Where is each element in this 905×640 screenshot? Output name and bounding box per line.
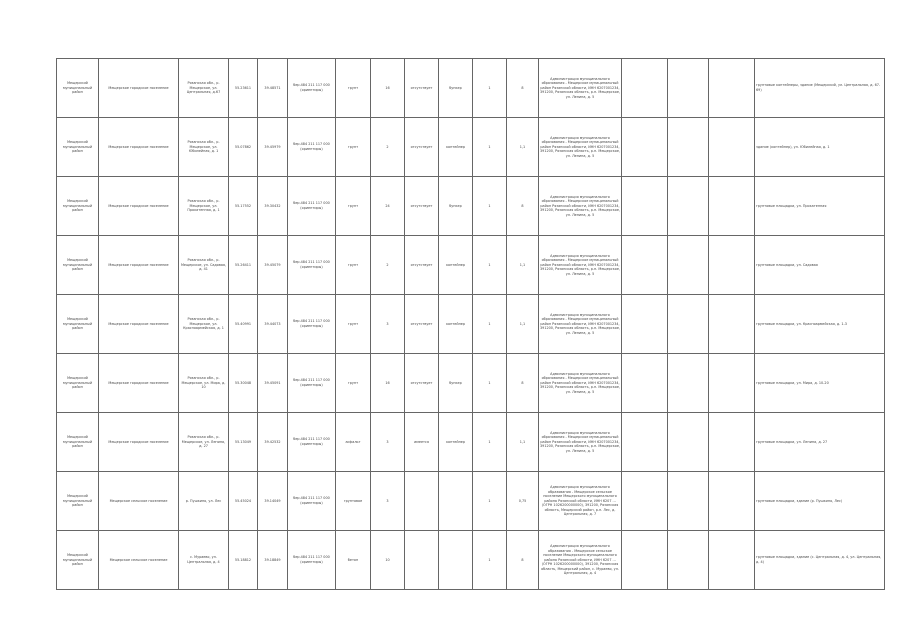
cell-container-type: бункер [439, 59, 473, 118]
cell-volume: 8 [507, 177, 539, 236]
cell-longitude: 39.18849 [258, 531, 288, 590]
cell-longitude: 39.45091 [258, 354, 288, 413]
cell-area: 3 [371, 472, 405, 531]
cell-latitude: 55.30048 [229, 354, 258, 413]
cell-settlement: Мещерское городское поселение [99, 236, 179, 295]
cell-col-15 [668, 354, 709, 413]
cell-col-16 [709, 118, 755, 177]
cell-latitude: 55.45024 [229, 472, 258, 531]
cell-col-16 [709, 59, 755, 118]
cell-container-count: 1 [473, 295, 507, 354]
cell-settlement: Мещерское городское поселение [99, 354, 179, 413]
cell-district: Мещерский муниципальный район [57, 413, 99, 472]
cell-surface: грунт [336, 295, 371, 354]
cell-col-14 [622, 531, 668, 590]
table-row [57, 354, 885, 413]
cell-address: р. Пушкино, ул. Лес [179, 472, 229, 531]
cell-address: Рязанская обл., р. Мещерское, ул. Юбилейная, д. 1 [179, 118, 229, 177]
cell-col-15 [668, 531, 709, 590]
cell-volume: 1,1 [507, 295, 539, 354]
cell-fence: отсутствует [405, 354, 439, 413]
cell-okato: бер.484 211 117 000 (ориентиры) [288, 177, 336, 236]
cell-address: Рязанская обл., р. Мещерское, ул. Центральная, д.67 [179, 59, 229, 118]
cell-col-16 [709, 472, 755, 531]
cell-settlement: Мещерское городское поселение [99, 177, 179, 236]
cell-longitude: 39.48571 [258, 59, 288, 118]
cell-col-16 [709, 531, 755, 590]
cell-container-count: 1 [473, 118, 507, 177]
cell-address: Рязанская обл., р. Мещерское, ул. Красноармейская, д. 1 [179, 295, 229, 354]
cell-volume: 1,1 [507, 236, 539, 295]
cell-surface: грунт [336, 118, 371, 177]
cell-district: Мещерский муниципальный район [57, 118, 99, 177]
cell-area: 16 [371, 59, 405, 118]
cell-surface: грунт [336, 236, 371, 295]
cell-longitude: 39.45079 [258, 236, 288, 295]
cell-container-count: 1 [473, 472, 507, 531]
cell-col-16 [709, 295, 755, 354]
cell-container-type: контейнер [439, 236, 473, 295]
cell-fence: отсутствует [405, 59, 439, 118]
cell-container-type: контейнер [439, 295, 473, 354]
cell-owner: Администрация муниципального образования - Мещерское муниципальный район Рязанской области, ИНН 6207001234, 391200, Рязанская область, р.п. Мещерское, ул. Ленина, д. 5 [539, 177, 622, 236]
cell-volume: 1,1 [507, 413, 539, 472]
cell-container-count: 1 [473, 59, 507, 118]
cell-owner: Администрация муниципального образования - Мещерское сельское поселение Мещерского муниципального района Рязанской области, ИНН 6207 ...(ОГРН 1026200000000), 391200, Рязанская область, Мещерский район, р.п. Лес, д. Центральная, д. 7 [539, 472, 622, 531]
table-row [57, 118, 885, 177]
cell-fence [405, 472, 439, 531]
cell-settlement: Мещерское городское поселение [99, 59, 179, 118]
cell-longitude: 39.30432 [258, 177, 288, 236]
cell-container-count: 1 [473, 236, 507, 295]
table-row [57, 295, 885, 354]
cell-served-objects: грунтовые площадки, ул. Мира, д. 10-20 [755, 354, 885, 413]
cell-district: Мещерский муниципальный район [57, 236, 99, 295]
cell-col-14 [622, 413, 668, 472]
cell-area: 2 [371, 118, 405, 177]
cell-served-objects: грунтовые площадки, здание (р. Пушкино, Лес) [755, 472, 885, 531]
cell-longitude: 39.45979 [258, 118, 288, 177]
cell-col-15 [668, 413, 709, 472]
cell-surface: грунт [336, 354, 371, 413]
cell-col-14 [622, 177, 668, 236]
cell-col-14 [622, 59, 668, 118]
cell-area: 24 [371, 177, 405, 236]
cell-container-count: 1 [473, 177, 507, 236]
cell-served-objects: здание (контейнер), ул. Юбилейная, д. 1 [755, 118, 885, 177]
cell-col-14 [622, 295, 668, 354]
cell-col-15 [668, 472, 709, 531]
cell-okato: бер.484 211 117 000 (ориентиры) [288, 472, 336, 531]
cell-volume: 8 [507, 354, 539, 413]
cell-owner: Администрация муниципального образования - Мещерское муниципальный район Рязанской области, ИНН 6207001234, 391200, Рязанская область, р.п. Мещерское, ул. Ленина, д. 5 [539, 59, 622, 118]
cell-district: Мещерский муниципальный район [57, 354, 99, 413]
cell-owner: Администрация муниципального образования - Мещерское муниципальный район Рязанской области, ИНН 6207001234, 391200, Рязанская область, р.п. Мещерское, ул. Ленина, д. 5 [539, 236, 622, 295]
cell-district: Мещерский муниципальный район [57, 177, 99, 236]
cell-col-14 [622, 354, 668, 413]
cell-surface: бетон [336, 531, 371, 590]
cell-area: 10 [371, 531, 405, 590]
cell-fence: отсутствует [405, 236, 439, 295]
table-row [57, 472, 885, 531]
cell-col-16 [709, 354, 755, 413]
cell-okato: бер.484 211 117 000 (ориентиры) [288, 118, 336, 177]
cell-fence: имеется [405, 413, 439, 472]
cell-served-objects: грунтовые площадки, ул. Садовая [755, 236, 885, 295]
cell-okato: бер.484 211 117 000 (ориентиры) [288, 354, 336, 413]
cell-latitude: 55.18812 [229, 531, 258, 590]
cell-latitude: 55.40991 [229, 295, 258, 354]
table-row [57, 59, 885, 118]
cell-served-objects: грунтовые площадки, ул. Прокатенная [755, 177, 885, 236]
cell-volume: 0,75 [507, 472, 539, 531]
table-row [57, 413, 885, 472]
cell-container-type [439, 531, 473, 590]
cell-owner: Администрация муниципального образования - Мещерское муниципальный район Рязанской области, ИНН 6207001234, 391200, Рязанская область, р.п. Мещерское, ул. Ленина, д. 5 [539, 354, 622, 413]
cell-address: Рязанская обл., р. Мещерское, ул. Прокатенная, д. 1 [179, 177, 229, 236]
cell-volume: 8 [507, 531, 539, 590]
cell-col-16 [709, 177, 755, 236]
cell-container-count: 1 [473, 531, 507, 590]
cell-longitude: 39.14049 [258, 472, 288, 531]
cell-fence [405, 531, 439, 590]
cell-container-type: контейнер [439, 413, 473, 472]
cell-longitude: 39.44073 [258, 295, 288, 354]
cell-district: Мещерский муниципальный район [57, 531, 99, 590]
cell-served-objects: грунтовые площадки, ул. Ленина, д. 27 [755, 413, 885, 472]
cell-col-15 [668, 177, 709, 236]
cell-owner: Администрация муниципального образования - Мещерское муниципальный район Рязанской области, ИНН 6207001234, 391200, Рязанская область, р.п. Мещерское, ул. Ленина, д. 5 [539, 295, 622, 354]
cell-settlement: Мещерское сельское поселение [99, 531, 179, 590]
cell-latitude: 55.26411 [229, 236, 258, 295]
cell-col-15 [668, 236, 709, 295]
cell-latitude: 55.07862 [229, 118, 258, 177]
cell-surface: грунтовое [336, 472, 371, 531]
cell-container-count: 1 [473, 413, 507, 472]
cell-owner: Администрация муниципального образования - Мещерское сельское поселение Мещерского муниципального района Рязанской области, ИНН 6207 ...(ОГРН 1026200000000), 391200, Рязанская область, Мещерский район, с. Мураево, ул. Центральная, д. 4 [539, 531, 622, 590]
cell-owner: Администрация муниципального образования - Мещерское муниципальный район Рязанской области, ИНН 6207001234, 391200, Рязанская область, р.п. Мещерское, ул. Ленина, д. 5 [539, 413, 622, 472]
cell-area: 3 [371, 295, 405, 354]
cell-col-16 [709, 236, 755, 295]
cell-latitude: 55.13049 [229, 413, 258, 472]
cell-container-type: контейнер [439, 118, 473, 177]
cell-volume: 1,1 [507, 118, 539, 177]
cell-okato: бер.484 211 117 000 (ориентиры) [288, 531, 336, 590]
cell-owner: Администрация муниципального образования - Мещерское муниципальный район Рязанской области, ИНН 6207001234, 391200, Рязанская область, р.п. Мещерское, ул. Ленина, д. 5 [539, 118, 622, 177]
cell-col-15 [668, 118, 709, 177]
cell-address: Рязанская обл., р. Мещерское, ул. Ленина, д. 27 [179, 413, 229, 472]
cell-settlement: Мещерское сельское поселение [99, 472, 179, 531]
cell-surface: грунт [336, 177, 371, 236]
cell-container-type: бункер [439, 354, 473, 413]
cell-okato: бер.484 211 117 000 (ориентиры) [288, 59, 336, 118]
cell-served-objects: грунтовые площадки, здание (с. Центральная, д. 4, ул. Центральная, д. 4) [755, 531, 885, 590]
cell-address: Рязанская обл., р. Мещерское, ул. Мира, д. 10 [179, 354, 229, 413]
cell-address: Рязанская обл., р. Мещерское, ул. Садовая, д. 41 [179, 236, 229, 295]
cell-volume: 8 [507, 59, 539, 118]
cell-fence: отсутствует [405, 118, 439, 177]
cell-container-type [439, 472, 473, 531]
cell-col-14 [622, 236, 668, 295]
cell-okato: бер.484 211 117 000 (ориентиры) [288, 236, 336, 295]
cell-col-16 [709, 413, 755, 472]
cell-settlement: Мещерское городское поселение [99, 413, 179, 472]
table-row [57, 236, 885, 295]
table-row [57, 531, 885, 590]
cell-col-14 [622, 472, 668, 531]
cell-col-14 [622, 118, 668, 177]
cell-okato: бер.484 211 117 000 (ориентиры) [288, 295, 336, 354]
cell-area: 3 [371, 413, 405, 472]
cell-surface: грунт [336, 59, 371, 118]
cell-area: 16 [371, 354, 405, 413]
cell-container-count: 1 [473, 354, 507, 413]
cell-settlement: Мещерское городское поселение [99, 118, 179, 177]
cell-col-15 [668, 59, 709, 118]
cell-district: Мещерский муниципальный район [57, 472, 99, 531]
cell-col-15 [668, 295, 709, 354]
cell-container-type: бункер [439, 177, 473, 236]
cell-fence: отсутствует [405, 177, 439, 236]
cell-latitude: 55.17552 [229, 177, 258, 236]
cell-longitude: 39.42532 [258, 413, 288, 472]
cell-settlement: Мещерское городское поселение [99, 295, 179, 354]
cell-fence: отсутствует [405, 295, 439, 354]
cell-served-objects: грунтовые площадки, ул. Красноармейская, д. 1-3 [755, 295, 885, 354]
cell-address: с. Мураево, ул. Центральная, д. 4 [179, 531, 229, 590]
cell-surface: асфальт [336, 413, 371, 472]
cell-district: Мещерский муниципальный район [57, 59, 99, 118]
cell-okato: бер.484 211 117 000 (ориентиры) [288, 413, 336, 472]
cell-latitude: 55.23611 [229, 59, 258, 118]
cell-district: Мещерский муниципальный район [57, 295, 99, 354]
cell-served-objects: грунтовые контейнеры, здание (Мещерский, ул. Центральная, д. 67-69) [755, 59, 885, 118]
table-row [57, 177, 885, 236]
registry-table [56, 58, 885, 590]
cell-area: 2 [371, 236, 405, 295]
